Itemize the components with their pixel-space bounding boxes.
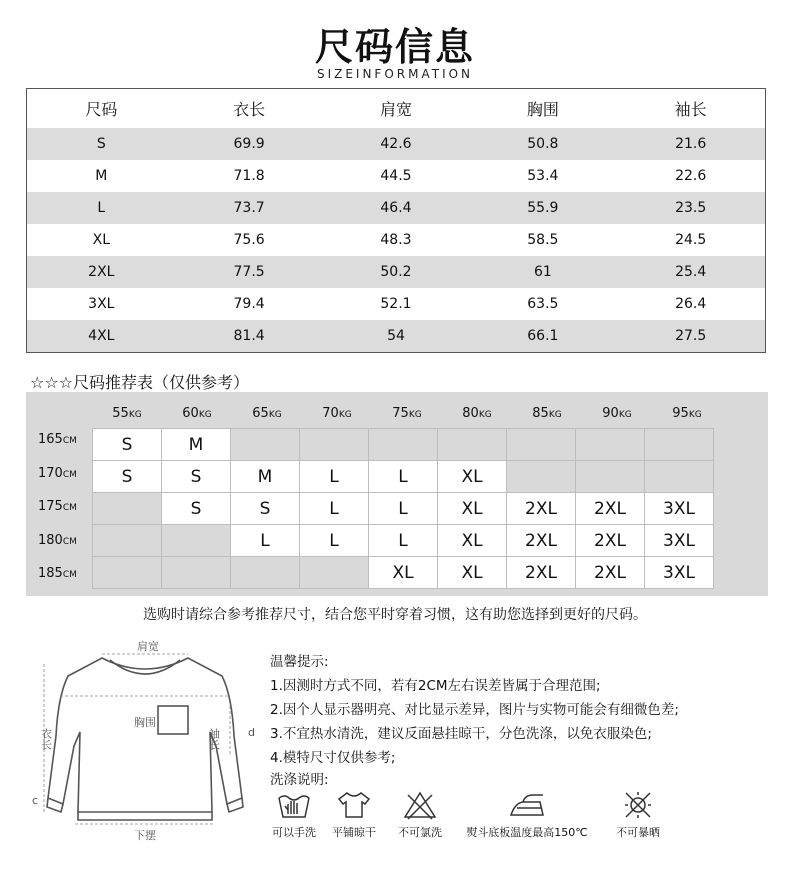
recommend-cell: 2XL [507,525,576,557]
header-sleeve: 袖长 [674,100,707,119]
wash-no-bleach [390,790,450,840]
size-row [27,256,766,288]
recommend-cell [438,429,507,461]
wash-no-sun [606,790,670,840]
wash-label: 熨斗底板温度最高150℃ [466,826,588,839]
size-cell: 2XL [27,256,176,288]
height-unit: CM [62,436,77,446]
weight-value: 90 [602,406,619,421]
height-header [38,533,77,548]
recommend-cell [231,557,300,589]
weight-unit: KG [128,410,142,420]
size-cell: 55.9 [469,192,616,224]
tip-item: 4.模特尺寸仅供参考; [270,750,396,766]
recommend-cell: 2XL [576,493,645,525]
weight-value: 95 [672,406,689,421]
recommend-cell [369,429,438,461]
size-cell: 66.1 [469,320,616,353]
recommend-cell: S [93,429,162,461]
recommend-cell: 3XL [645,557,714,589]
weight-unit: KG [688,410,702,420]
wash-label: 不可氯洗 [398,826,442,839]
diagram-label-c: c [32,794,39,807]
recommend-cell: XL [438,525,507,557]
size-row [27,128,766,160]
weight-unit: KG [268,410,282,420]
weight-value: 55 [112,406,129,421]
diagram-label-sleeve: 袖长 [207,728,221,750]
recommend-cell [300,429,369,461]
weight-value: 60 [182,406,199,421]
recommend-cell [507,461,576,493]
recommend-cell: L [300,493,369,525]
size-cell: 58.5 [527,232,559,248]
recommend-cell: L [231,525,300,557]
recommend-cell: M [231,461,300,493]
size-cell: 3XL [88,296,115,312]
recommend-cell: 3XL [645,525,714,557]
recommend-row [93,557,714,589]
weight-value: 75 [392,406,409,421]
size-cell: 63.5 [527,296,559,312]
weight-value: 85 [532,406,549,421]
size-cell: 26.4 [675,296,707,312]
header-size: 尺码 [85,100,118,119]
weight-unit: KG [408,410,422,420]
wash-iron [452,790,602,840]
size-cell: 50.8 [469,128,616,160]
size-cell: XL [92,232,111,248]
recommend-cell: 2XL [576,525,645,557]
weight-value: 65 [252,406,269,421]
recommend-cell [162,525,231,557]
size-row [27,320,766,353]
recommend-cell: XL [438,557,507,589]
recommend-grid [92,428,714,589]
no-bleach-icon [402,790,438,820]
size-cell: 81.4 [176,320,323,353]
size-cell: 21.6 [616,128,765,160]
recommend-cell [300,557,369,589]
height-value: 175 [38,499,63,514]
size-cell: 54 [323,320,470,353]
height-value: 180 [38,532,63,548]
recommend-row [93,461,714,493]
sweater-diagram-icon [30,636,260,846]
size-cell: 44.5 [380,168,412,184]
height-unit: CM [62,469,77,480]
recommend-cell: XL [438,461,507,493]
recommend-cell: L [369,461,438,493]
weight-header [652,406,722,421]
recommend-cell [645,429,714,461]
height-value: 185 [38,566,63,581]
recommend-cell: M [162,429,231,461]
size-table-body [27,128,766,353]
weight-unit: KG [338,410,352,420]
tip-item: 2.因个人显示器明亮、对比显示差异，图片与实物可能会有细微色差; [270,702,679,718]
size-cell: 50.2 [323,256,470,288]
tips-block [270,650,679,770]
size-cell: 75.6 [233,232,265,248]
recommend-cell: S [162,461,231,493]
recommend-row [93,493,714,525]
size-cell: 77.5 [176,256,323,288]
size-cell: 46.4 [323,192,470,224]
recommend-row [93,429,714,461]
weight-header [512,406,582,421]
height-header [38,499,77,514]
height-header [38,432,77,447]
recommend-cell [93,493,162,525]
flat-dry-icon [336,790,372,820]
wash-flat-dry [324,790,384,840]
size-cell: M [95,168,108,184]
height-value: 170 [38,465,63,481]
recommend-cell [507,429,576,461]
recommend-title: ☆☆☆尺码推荐表（仅供参考） [30,373,250,392]
recommend-cell: S [162,493,231,525]
height-header [38,566,77,581]
recommend-cell [162,557,231,589]
size-cell: 27.5 [616,320,765,353]
height-unit: CM [62,536,77,547]
height-unit: CM [62,503,77,513]
diagram-label-length: 衣长 [39,728,53,750]
diagram-label-hem: 下摆 [134,829,156,842]
wash-label: 不可暴晒 [616,826,660,839]
header-shoulder: 肩宽 [379,100,412,119]
recommend-cell [231,429,300,461]
weight-header [442,406,512,421]
no-sun-icon [620,790,656,820]
weight-unit: KG [198,410,212,420]
size-cell: 22.6 [675,168,707,184]
recommend-cell [645,461,714,493]
recommend-cell [576,461,645,493]
recommend-cell: 3XL [645,493,714,525]
weight-header [372,406,442,421]
weight-header [302,406,372,421]
weight-value: 80 [462,406,479,421]
recommend-cell [93,525,162,557]
recommend-cell: XL [438,493,507,525]
wash-hand-wash [266,790,322,840]
iron-icon [507,790,547,820]
weight-header [232,406,302,421]
size-table-header [27,89,766,129]
recommend-cell: L [300,525,369,557]
recommend-cell: 2XL [507,493,576,525]
recommend-cell: 2XL [507,557,576,589]
tip-item: 1.因测时方式不同，若有2CM左右误差皆属于合理范围; [270,678,601,694]
weight-unit: KG [478,410,492,420]
size-table [26,88,766,353]
height-unit: CM [62,570,77,580]
weight-value: 70 [322,406,339,421]
diagram-label-d: d [248,726,255,739]
size-cell: 61 [469,256,616,288]
recommend-cell [93,557,162,589]
header-length: 衣长 [233,100,266,119]
recommend-cell: XL [369,557,438,589]
header-chest: 胸围 [526,100,559,119]
size-row [27,288,766,320]
size-cell: 53.4 [527,168,559,184]
recommend-cell: L [369,525,438,557]
recommend-cell: S [231,493,300,525]
size-cell: 73.7 [176,192,323,224]
size-cell: 48.3 [380,232,412,248]
size-cell: 23.5 [616,192,765,224]
recommend-cell: L [369,493,438,525]
size-cell: 25.4 [616,256,765,288]
size-cell: 69.9 [176,128,323,160]
tips-title: 温馨提示: [270,654,329,670]
size-cell: 79.4 [233,296,265,312]
size-cell: 71.8 [233,168,265,184]
height-header [38,466,77,481]
wash-title: 洗涤说明: [270,772,329,788]
advice-text: 选购时请综合参考推荐尺寸，结合您平时穿着习惯，这有助您选择到更好的尺码。 [143,607,647,623]
size-row [27,192,766,224]
size-row [27,160,766,192]
diagram-label-chest: 胸围 [134,716,156,729]
size-cell: 24.5 [675,232,707,248]
weight-unit: KG [548,410,562,420]
weight-header [92,406,162,421]
recommend-row [93,525,714,557]
size-row [27,224,766,256]
page-subtitle: SIZEINFORMATION [316,67,474,81]
weight-unit: KG [618,410,632,420]
size-cell: 52.1 [380,296,412,312]
recommend-cell: S [93,461,162,493]
size-cell: L [27,192,176,224]
recommend-cell [576,429,645,461]
size-cell: S [27,128,176,160]
recommend-cell: L [300,461,369,493]
page-title: 尺码信息 [314,25,475,69]
tip-item: 3.不宜热水清洗，建议反面悬挂晾干，分色洗涤，以免衣服染色; [270,726,652,742]
size-cell: 42.6 [323,128,470,160]
height-value: 165 [38,432,63,447]
recommend-cell: 2XL [576,557,645,589]
garment-diagram [30,636,260,846]
weight-header [162,406,232,421]
wash-label: 平铺晾干 [332,826,376,839]
diagram-label-shoulder: 肩宽 [137,640,159,653]
weight-header [582,406,652,421]
hand-wash-icon [276,790,312,820]
wash-label: 可以手洗 [272,826,316,839]
size-cell: 4XL [27,320,176,353]
